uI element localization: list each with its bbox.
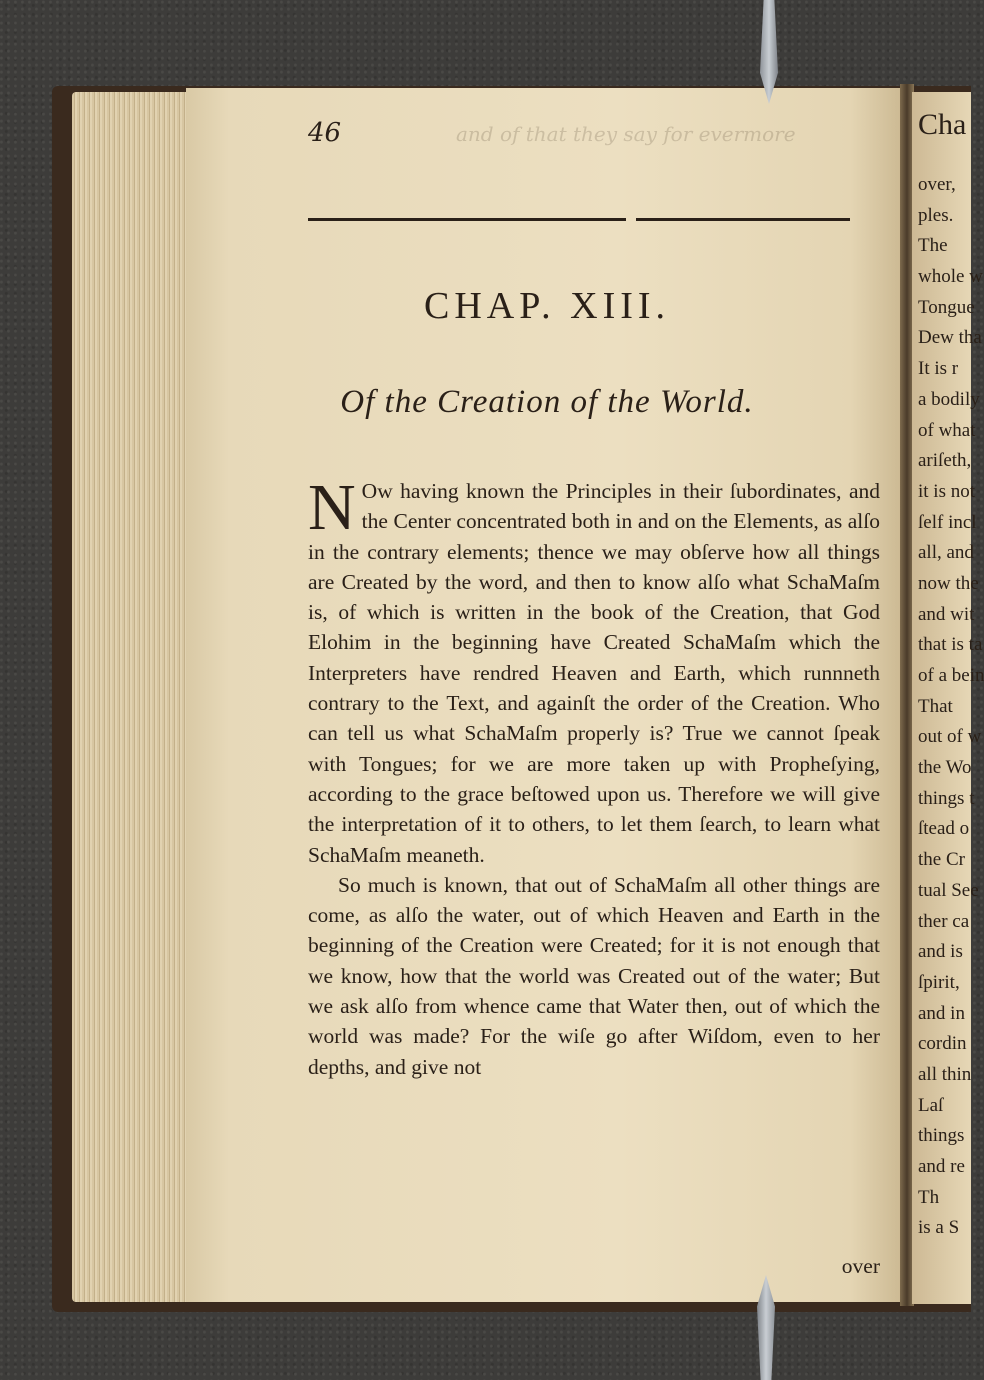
left-page [186,88,908,1302]
paragraph-2-text: So much is known, that out of SchaMaſm all other things are come, as alſo the water, out of which Heaven and Earth in the beginning of the Creation were Created; for it is not enough that we know, how that the world was Created out of the water; But we ask alſo from whence came that Water then, out of which the world was made? For the wiſe go after Wiſdom, even to her depths, and give not [308,872,880,1079]
page-number: 46 [308,118,342,148]
right-page-line: Th [918,1186,940,1208]
right-page-line: The [918,235,948,257]
right-page-line: the Wo [918,757,972,779]
right-page-heading: Cha [918,108,967,141]
right-page-line: tual See [918,879,979,901]
right-page-line: of what [918,419,976,441]
right-page-line: Tongue [918,296,975,318]
catchword: over [841,1254,880,1278]
body-text [308,471,880,1082]
chapter-title: CHAP. XIII. [423,285,671,327]
right-page-line: Dew tha [918,327,982,349]
right-page-line: and wit [918,603,975,625]
right-page-line: ther ca [918,910,970,932]
right-page-text [918,110,984,1244]
right-page-line: ſelf incl [918,511,977,533]
paragraph-1 [308,471,880,870]
right-page-line: is a S [918,1217,960,1239]
right-page-line: It is r [918,358,959,380]
right-page-line: ariſeth, [918,450,972,472]
right-page-line: over, [918,174,956,195]
right-page-line: cordin [918,1033,967,1055]
paragraph-1-text: Ow having known the Principles in their ſubordinates, and the Center concentrated both in and on the Elements, as alſo in the contrary elements; thence we may obſerve how all things are Created by the word, and then to know alſo what SchaMaſm is, of which is written in the book of the Creation, that God Elohim in the beginning have Created SchaMaſm which the Interpreters have rendred Heaven and Earth, which runnneth contrary to the Text, and againſt the order of the Creation. Who can tell us what SchaMaſm properly is? True we cannot ſpeak with Tongues; for we are more taken up with Propheſying, according to the grace beſtowed upon us. Therefore we will give the interpretation of it to others, to let them ſearch, to learn what SchaMaſm meaneth. [308,479,880,867]
chapter-subtitle: Of the Creation of the World. [340,384,754,420]
right-page-line: it is not [918,480,976,502]
right-page-line: of a bein [918,665,984,686]
header-rule-left [308,218,626,221]
bleed-through-text: and of that they say for evermore [456,122,796,146]
right-page-line: all, and [918,542,974,564]
drop-cap: N [308,471,356,544]
right-page-line: that is ta [918,634,983,656]
right-page-line: and in [918,1002,965,1024]
right-page-line: the Cr [918,849,965,871]
right-page-line: out of w [918,726,982,748]
right-page-line: all thin [918,1063,972,1085]
right-page-fragment [912,92,984,1304]
right-page-line: ſpirit, [918,971,960,993]
right-page-line: That [918,695,953,717]
paragraph-2 [308,870,880,1082]
right-page-line: now the [918,572,979,594]
right-page-line: Laſ [918,1094,944,1116]
right-page-line: ſtead o [918,818,970,840]
right-page-line: things [918,1125,965,1147]
page-block-edge [72,92,192,1302]
right-page-line: whole w [918,266,983,288]
right-page-line: things t [918,787,975,809]
right-page-line: and re [918,1156,965,1177]
right-page-line: and is [918,941,963,963]
right-page-line: a bodily [918,388,980,410]
header-rule-right [636,218,850,221]
right-page-line: ples. [918,204,954,226]
